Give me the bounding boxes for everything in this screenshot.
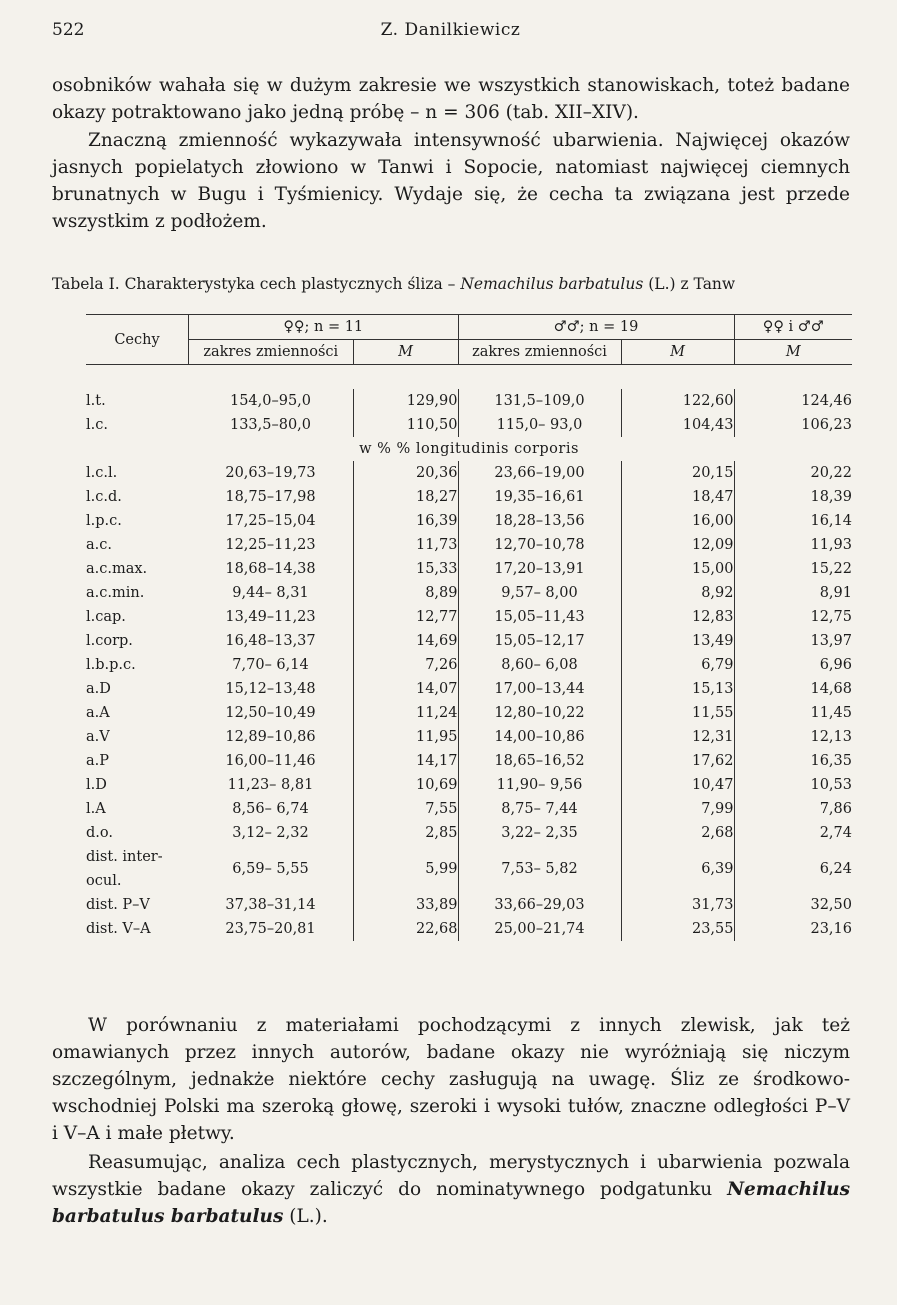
cell-mean-females: 14,17 bbox=[353, 749, 458, 773]
caption-suffix: (L.) z Tanw bbox=[643, 275, 736, 293]
cell-mean-males: 31,73 bbox=[621, 893, 734, 917]
cell-mean-males: 12,09 bbox=[621, 533, 734, 557]
table-row bbox=[86, 581, 852, 605]
cell-range-females: 133,5–80,0 bbox=[229, 417, 312, 433]
cell-range-females: 37,38–31,14 bbox=[225, 897, 316, 913]
cell-mean-females: 22,68 bbox=[353, 917, 458, 941]
cell-range-males: 8,75– 7,44 bbox=[458, 797, 621, 821]
cell-row-label: dist. V–A bbox=[86, 921, 151, 937]
cell-mean-males: 8,92 bbox=[621, 581, 734, 605]
cell-mean-both: 12,75 bbox=[734, 605, 852, 629]
cell-range-females: 18,68–14,38 bbox=[225, 561, 316, 577]
header-both: ♀♀ i ♂♂ bbox=[734, 315, 852, 340]
cell-mean-both: 32,50 bbox=[734, 893, 852, 917]
cell-mean-females: 110,50 bbox=[353, 413, 458, 437]
table-row bbox=[86, 629, 852, 653]
page-number: 522 bbox=[52, 20, 85, 40]
cell-row-label: a.c. bbox=[86, 537, 112, 553]
table-gap bbox=[86, 365, 852, 390]
table-caption bbox=[52, 275, 852, 293]
table-row bbox=[86, 725, 852, 749]
cell-mean-females: 20,36 bbox=[353, 461, 458, 485]
cell-mean-males: 6,39 bbox=[621, 845, 734, 893]
cell-range-males: 8,60– 6,08 bbox=[458, 653, 621, 677]
header-females: ♀♀; n = 11 bbox=[189, 315, 459, 340]
cell-mean-both: 16,14 bbox=[734, 509, 852, 533]
cell-mean-both: 16,35 bbox=[734, 749, 852, 773]
cell-mean-females: 7,26 bbox=[353, 653, 458, 677]
cell-row-label: a.P bbox=[86, 753, 110, 769]
cell-range-males: 9,57– 8,00 bbox=[458, 581, 621, 605]
cell-range-males: 17,20–13,91 bbox=[458, 557, 621, 581]
cell-range-males: 7,53– 5,82 bbox=[458, 845, 621, 893]
cell-range-females: 17,25–15,04 bbox=[225, 513, 316, 529]
table-row bbox=[86, 509, 852, 533]
cell-row-label: a.A bbox=[86, 705, 110, 721]
cell-range-females: 8,56– 6,74 bbox=[232, 801, 309, 817]
table-row bbox=[86, 845, 852, 893]
p4-text: Reasumując, analiza cech plastycznych, merystycznych i ubarwienia pozwala wszystkie badane okazy zaliczyć do nominatywnego podgatunku bbox=[52, 1152, 850, 1200]
cell-mean-females: 15,33 bbox=[353, 557, 458, 581]
table-row bbox=[86, 557, 852, 581]
table-row bbox=[86, 701, 852, 725]
cell-mean-females: 5,99 bbox=[353, 845, 458, 893]
cell-mean-males: 16,00 bbox=[621, 509, 734, 533]
cell-range-males: 17,00–13,44 bbox=[458, 677, 621, 701]
paragraph-2: Znaczną zmienność wykazywała intensywność ubarwienia. Najwięcej okazów jasnych popielatych złowiono w Tanwi i Sopocie, natomiast najwięcej ciemnych brunatnych w Bugu i Tyśmienicy. Wydaje się, że cecha ta związana jest przede wszystkim z podłożem. bbox=[52, 130, 850, 232]
caption-species: Nemachilus barbatulus bbox=[460, 275, 644, 293]
table-row bbox=[86, 413, 852, 437]
cell-mean-males: 104,43 bbox=[621, 413, 734, 437]
table-row bbox=[86, 389, 852, 413]
header-mean-females: M bbox=[353, 340, 458, 365]
cell-row-label: l.c.d. bbox=[86, 489, 122, 505]
table-row bbox=[86, 821, 852, 845]
cell-mean-males: 17,62 bbox=[621, 749, 734, 773]
header-range-females: zakres zmienności bbox=[189, 340, 354, 365]
cell-range-females: 15,12–13,48 bbox=[225, 681, 316, 697]
cell-range-males: 12,80–10,22 bbox=[458, 701, 621, 725]
cell-mean-both: 18,39 bbox=[734, 485, 852, 509]
cell-mean-females: 11,95 bbox=[353, 725, 458, 749]
cell-mean-both: 20,22 bbox=[734, 461, 852, 485]
cell-range-males: 3,22– 2,35 bbox=[458, 821, 621, 845]
cell-row-label: l.c. bbox=[86, 417, 108, 433]
table-header-row-1 bbox=[86, 315, 852, 340]
cell-range-males: 25,00–21,74 bbox=[458, 917, 621, 941]
cell-mean-females: 8,89 bbox=[353, 581, 458, 605]
cell-mean-males: 13,49 bbox=[621, 629, 734, 653]
cell-range-females: 23,75–20,81 bbox=[225, 921, 316, 937]
cell-range-females: 154,0–95,0 bbox=[229, 393, 312, 409]
table-header-row-2 bbox=[86, 340, 852, 365]
cell-mean-females: 11,73 bbox=[353, 533, 458, 557]
cell-range-females: 3,12– 2,32 bbox=[232, 825, 309, 841]
cell-range-males: 15,05–11,43 bbox=[458, 605, 621, 629]
table-separator-row bbox=[86, 437, 852, 461]
cell-range-males: 11,90– 9,56 bbox=[458, 773, 621, 797]
cell-range-males: 131,5–109,0 bbox=[458, 389, 621, 413]
cell-range-males: 14,00–10,86 bbox=[458, 725, 621, 749]
cell-mean-females: 16,39 bbox=[353, 509, 458, 533]
cell-range-females: 20,63–19,73 bbox=[225, 465, 316, 481]
cell-mean-males: 10,47 bbox=[621, 773, 734, 797]
table-row bbox=[86, 677, 852, 701]
cell-range-males: 18,65–16,52 bbox=[458, 749, 621, 773]
cell-row-label: l.t. bbox=[86, 393, 106, 409]
cell-row-label: l.b.p.c. bbox=[86, 657, 136, 673]
cell-mean-females: 129,90 bbox=[353, 389, 458, 413]
cell-row-label: l.D bbox=[86, 777, 107, 793]
data-table bbox=[86, 314, 852, 941]
cell-mean-females: 10,69 bbox=[353, 773, 458, 797]
cell-mean-both: 6,24 bbox=[734, 845, 852, 893]
header-range-males: zakres zmienności bbox=[458, 340, 621, 365]
separator-label: w % % longitudinis corporis bbox=[359, 441, 579, 457]
cell-row-label: l.p.c. bbox=[86, 513, 122, 529]
cell-row-label: a.c.min. bbox=[86, 585, 145, 601]
cell-mean-both: 124,46 bbox=[734, 389, 852, 413]
cell-range-females: 12,25–11,23 bbox=[225, 537, 316, 553]
cell-row-label: l.c.l. bbox=[86, 465, 118, 481]
cell-mean-males: 11,55 bbox=[621, 701, 734, 725]
p4-species: Nemachilus barbatulus barbatulus bbox=[52, 1179, 850, 1227]
cell-mean-males: 122,60 bbox=[621, 389, 734, 413]
cell-mean-both: 2,74 bbox=[734, 821, 852, 845]
cell-range-females: 6,59– 5,55 bbox=[232, 861, 309, 877]
cell-mean-females: 14,07 bbox=[353, 677, 458, 701]
cell-mean-females: 2,85 bbox=[353, 821, 458, 845]
header-males: ♂♂; n = 19 bbox=[458, 315, 734, 340]
cell-range-males: 33,66–29,03 bbox=[458, 893, 621, 917]
table-row bbox=[86, 773, 852, 797]
cell-mean-both: 10,53 bbox=[734, 773, 852, 797]
cell-mean-males: 7,99 bbox=[621, 797, 734, 821]
cell-row-label: l.corp. bbox=[86, 633, 133, 649]
running-title: Z. Danilkiewicz bbox=[380, 20, 521, 40]
table-row bbox=[86, 653, 852, 677]
cell-row-label: dist. P–V bbox=[86, 897, 150, 913]
cell-mean-females: 12,77 bbox=[353, 605, 458, 629]
table-row bbox=[86, 797, 852, 821]
cell-range-males: 12,70–10,78 bbox=[458, 533, 621, 557]
cell-range-females: 16,00–11,46 bbox=[225, 753, 316, 769]
cell-mean-males: 12,31 bbox=[621, 725, 734, 749]
cell-mean-males: 15,00 bbox=[621, 557, 734, 581]
cell-mean-both: 8,91 bbox=[734, 581, 852, 605]
header-mean-males: M bbox=[621, 340, 734, 365]
cell-range-females: 12,89–10,86 bbox=[225, 729, 316, 745]
cell-mean-males: 18,47 bbox=[621, 485, 734, 509]
cell-range-males: 18,28–13,56 bbox=[458, 509, 621, 533]
table-row bbox=[86, 485, 852, 509]
cell-row-label: d.o. bbox=[86, 825, 113, 841]
header-mean-both: M bbox=[734, 340, 852, 365]
p4-end: (L.). bbox=[283, 1206, 328, 1227]
table-row bbox=[86, 533, 852, 557]
cell-range-males: 15,05–12,17 bbox=[458, 629, 621, 653]
cell-row-label: dist. inter-ocul. bbox=[86, 849, 163, 889]
cell-mean-both: 11,93 bbox=[734, 533, 852, 557]
cell-mean-both: 13,97 bbox=[734, 629, 852, 653]
table-row bbox=[86, 605, 852, 629]
cell-mean-males: 6,79 bbox=[621, 653, 734, 677]
cell-mean-males: 15,13 bbox=[621, 677, 734, 701]
cell-range-females: 13,49–11,23 bbox=[225, 609, 316, 625]
header-cechy: Cechy bbox=[86, 315, 189, 365]
cell-row-label: a.D bbox=[86, 681, 111, 697]
cell-range-males: 19,35–16,61 bbox=[458, 485, 621, 509]
cell-mean-both: 14,68 bbox=[734, 677, 852, 701]
cell-range-females: 7,70– 6,14 bbox=[232, 657, 309, 673]
cell-row-label: l.A bbox=[86, 801, 106, 817]
paragraph-1: osobników wahała się w dużym zakresie we wszystkich stanowiskach, toteż badane okazy potraktowano jako jedną próbę – n = 306 (tab. XII–XIV). bbox=[52, 75, 850, 123]
cell-mean-males: 12,83 bbox=[621, 605, 734, 629]
cell-mean-males: 2,68 bbox=[621, 821, 734, 845]
cell-mean-males: 20,15 bbox=[621, 461, 734, 485]
cell-mean-females: 7,55 bbox=[353, 797, 458, 821]
cell-mean-females: 33,89 bbox=[353, 893, 458, 917]
table-row bbox=[86, 893, 852, 917]
cell-mean-both: 23,16 bbox=[734, 917, 852, 941]
cell-mean-females: 11,24 bbox=[353, 701, 458, 725]
cell-mean-males: 23,55 bbox=[621, 917, 734, 941]
cell-mean-both: 15,22 bbox=[734, 557, 852, 581]
table-row bbox=[86, 917, 852, 941]
cell-mean-both: 11,45 bbox=[734, 701, 852, 725]
cell-range-females: 11,23– 8,81 bbox=[227, 777, 314, 793]
cell-mean-both: 6,96 bbox=[734, 653, 852, 677]
cell-mean-females: 18,27 bbox=[353, 485, 458, 509]
page-header bbox=[52, 20, 849, 44]
paragraph-4 bbox=[52, 1149, 850, 1230]
cell-range-males: 23,66–19,00 bbox=[458, 461, 621, 485]
table-row bbox=[86, 749, 852, 773]
caption-prefix: Tabela I. Charakterystyka cech plastycznych śliza – bbox=[52, 275, 461, 293]
cell-range-males: 115,0– 93,0 bbox=[458, 413, 621, 437]
table-row bbox=[86, 461, 852, 485]
paragraph-3: W porównaniu z materiałami pochodzącymi z innych zlewisk, jak też omawianych przez innych autorów, badane okazy nie wyróżniają się niczym szczególnym, jednakże niektóre cechy zasługują na uwagę. Śliz ze środkowo-wschodniej Polski ma szeroką głowę, szeroki i wysoki tułów, znaczne odległości P–V i V–A i małe płetwy. bbox=[52, 1015, 850, 1144]
cell-row-label: a.V bbox=[86, 729, 110, 745]
cell-range-females: 12,50–10,49 bbox=[225, 705, 316, 721]
cell-row-label: a.c.max. bbox=[86, 561, 148, 577]
cell-range-females: 18,75–17,98 bbox=[225, 489, 316, 505]
cell-mean-both: 106,23 bbox=[734, 413, 852, 437]
cell-range-females: 9,44– 8,31 bbox=[232, 585, 309, 601]
cell-range-females: 16,48–13,37 bbox=[225, 633, 316, 649]
cell-mean-both: 12,13 bbox=[734, 725, 852, 749]
cell-mean-both: 7,86 bbox=[734, 797, 852, 821]
cell-mean-females: 14,69 bbox=[353, 629, 458, 653]
cell-row-label: l.cap. bbox=[86, 609, 126, 625]
